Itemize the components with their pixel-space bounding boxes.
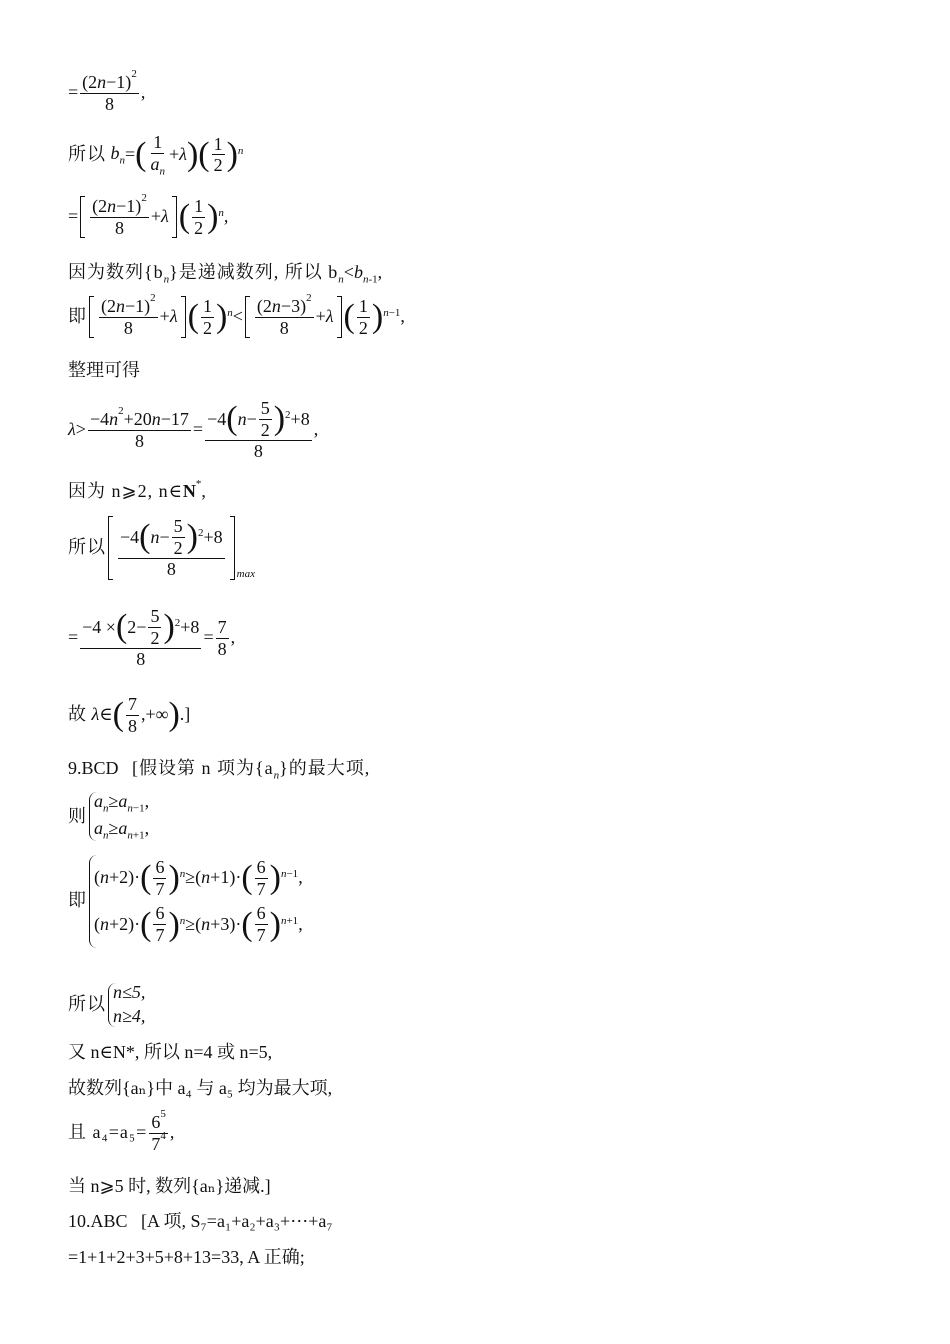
text-gu-shulie: 故数列{aₙ}中 a₄ 与 a₅ 均为最大项, <box>68 1078 333 1098</box>
text-suoyi: 所以 <box>68 144 106 165</box>
eq-line-2: 所以 $b_n$ = ( $\frac{1}{a_n}$ + λ ) ( $\frac{1}{2}$ ) $^n$ <box>68 132 244 178</box>
eq-line-18: 且 a₄=a₅= $\frac{6^5}{7^4}$ , <box>68 1108 175 1154</box>
text-suoyi-3: 所以 <box>68 993 106 1014</box>
text-jiashe: [假设第 n 项为{a <box>132 758 274 778</box>
text-qie: 且 a₄=a₅= <box>68 1122 148 1143</box>
eq-line-20 <box>68 1212 333 1232</box>
answer-10: 10.ABC <box>68 1211 128 1231</box>
case-n-le-5: n≤5, <box>113 982 146 1002</box>
text-yinwei-shulie: 因为数列{b <box>68 262 164 282</box>
text-zhengli: 整理可得 <box>68 360 140 380</box>
max-label: max <box>236 567 255 580</box>
infinity-label: +∞ <box>145 704 169 725</box>
text-zuidaxiang: }的最大项, <box>279 758 371 778</box>
text-dijian: }是递减数列, 所以 b <box>169 262 339 282</box>
text-a-xiang: [A 项, S₇=a₁+a₂+a₃+⋯+a₇ <box>141 1211 333 1231</box>
eq-line-14: 即 ( n +2)· ( $\frac{6}{7}$ ) $^n$ ≥( n +1)· ( $\frac{6}{7}$ ) $^{n -1}$ , ( n +2)· ( $\frac{6}{7}$ ) $^n$ ≥( n +3)· ( $\frac{6}{7}$ ) $^{n +1}$ , <box>68 855 303 948</box>
eq-line-13: 则 $a_n\ge a_{n-1}$, $a_n\ge a_{n+1}$, <box>68 791 150 842</box>
eq-line-10: = −4 × ( 2− $\frac{5}{2}$ ) $^2$ +8 8 = $\frac{7}{8}$ , <box>68 606 236 670</box>
eq-line-12: 9.BCD [假设第 n 项为$\{a_n\}$的最大项, <box>68 758 371 782</box>
eq-line-3: = $\frac{(2n-1)^2}{8}$ + λ ( $\frac{1}{2}$ ) $^n$ , <box>68 192 229 238</box>
answer-9: 9.BCD <box>68 758 119 778</box>
text-gu: 故 <box>68 704 87 725</box>
eq-line-15 <box>68 983 145 1027</box>
text-dang: 当 n⩾5 时, 数列{aₙ}递减.] <box>68 1176 271 1196</box>
text-you-n: 又 n∈N*, 所以 n=4 或 n=5, <box>68 1042 273 1062</box>
eq-line-9: 所以 −4 ( n − $\frac{5}{2}$ ) $^2$ +8 8 $_{max}$ <box>68 516 255 580</box>
text-suoyi-2: 所以 <box>68 537 106 558</box>
text-ze: 则 <box>68 805 87 826</box>
eq-line-11: 故 λ ∈ ( $\frac{7}{8}$ , +∞ ) .] <box>68 694 191 736</box>
text-ji-2: 即 <box>68 890 87 911</box>
eq-line-8: 因为 n⩾2, n∈N*, <box>68 478 206 501</box>
text-sum: =1+1+2+3+5+8+13=33, A 正确; <box>68 1247 305 1267</box>
eq-line-1: = $\frac{(2n-1)^2}{8}$ , <box>68 68 146 114</box>
eq-line-4: 因为数列$\{b_n\}$是递减数列, 所以 $b_n<b_{n-1}$, <box>68 262 383 286</box>
eq-line-7: λ > $\frac{-4n^2+20n-17}{8}$ = −4 ( n − $\frac{5}{2}$ ) $^2$ +8 8 , <box>68 398 319 462</box>
text-ji: 即 <box>68 306 87 327</box>
case-n-ge-4: n≥4, <box>113 1005 146 1026</box>
eq-line-5: 即 $\frac{(2n-1)^2}{8}$ + λ ( $\frac{1}{2}$ ) $^n$ < $\frac{(2n-3)^2}{8}$ + λ ( $\frac{1}{2}$ ) $^{n -1}$ , <box>68 292 405 338</box>
text-yinwei-n: 因为 n⩾2, n∈ <box>68 481 183 501</box>
